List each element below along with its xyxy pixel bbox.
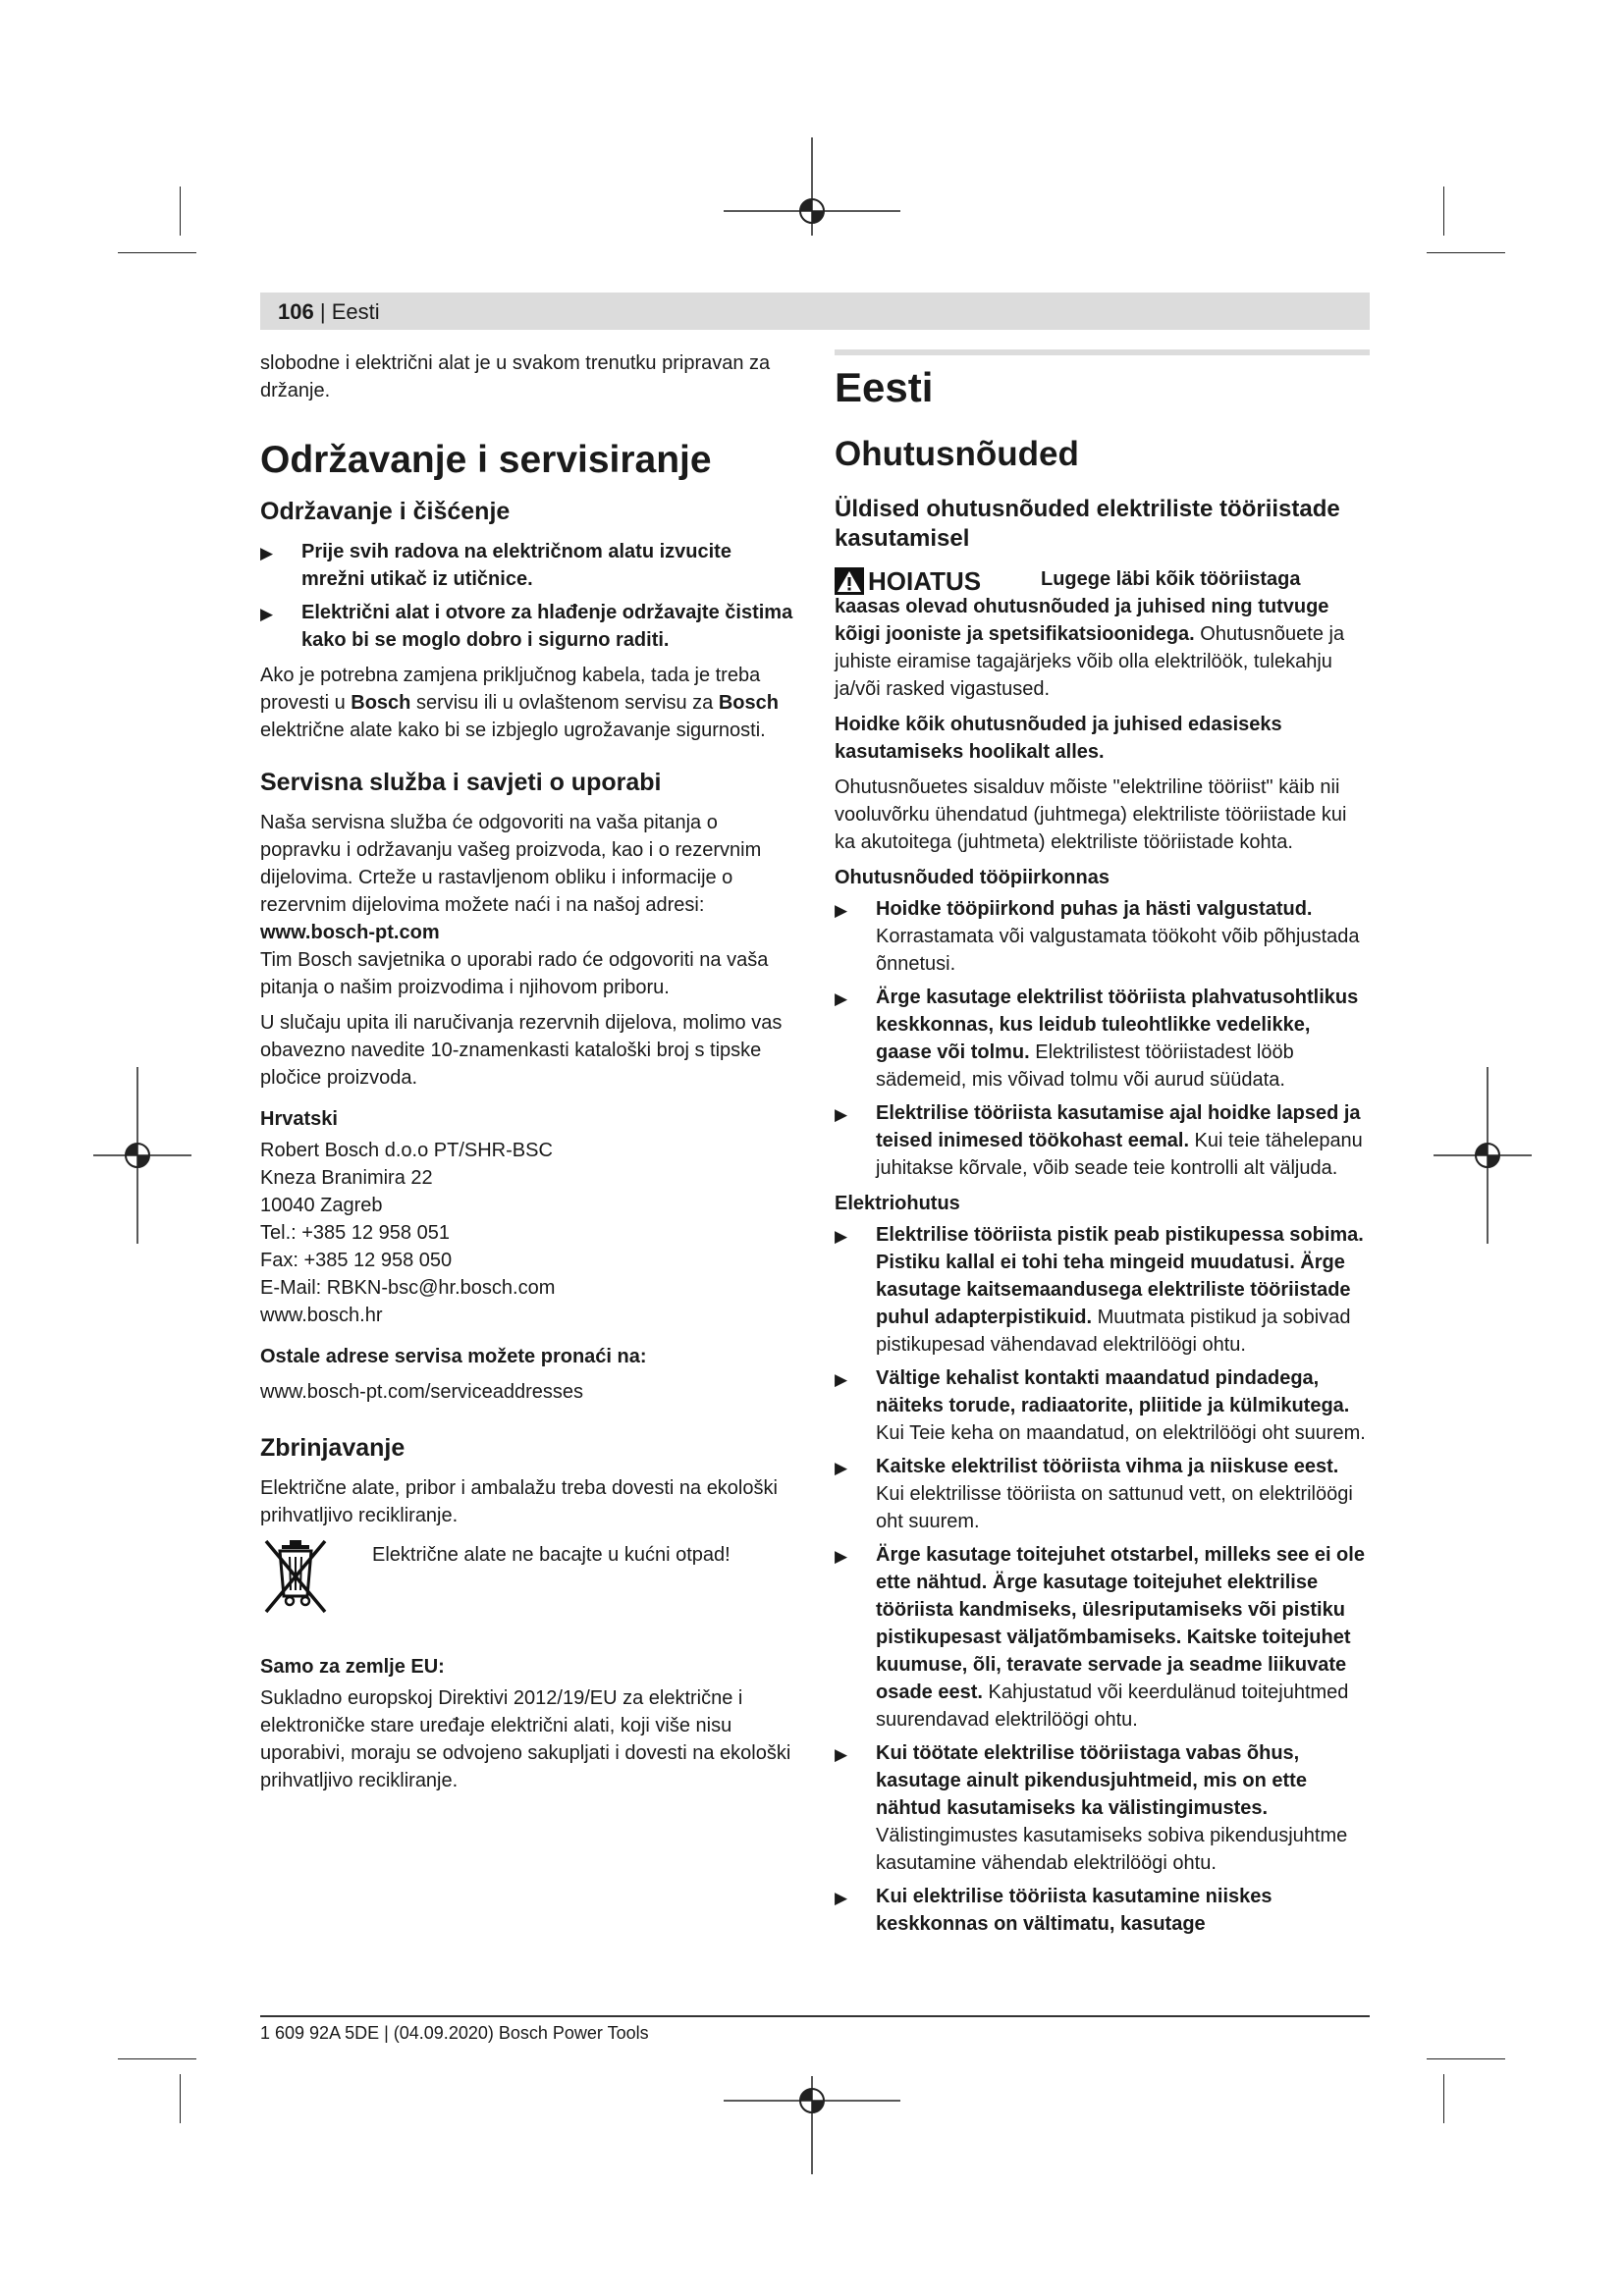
country-heading: Hrvatski [260,1108,338,1130]
heading-work-area: Ohutusnõuded tööpiirkonnas [835,867,1110,888]
bullet-triangle-icon: ▶ [835,901,848,920]
bullet-triangle-icon: ▶ [260,605,274,623]
bullet-triangle-icon: ▶ [835,1370,848,1389]
address-line: www.bosch.hr [260,1305,383,1326]
crop-mark [118,252,196,253]
crop-mark [1427,252,1505,253]
list-item: ▶ Elektrilise tööriista pistik peab pistikupessa sobima. Pistiku kallal ei tohi teha mingeid muudatusi. Ärge kasutage kaitsemaandusega elektriliste tööriistade puhul adapterpistikuid. Muutmata pistikud ja sobivad pistikupesad vähendavad elektrilöögi ohtu. [835,1224,1364,1356]
registration-mark-right [1434,1067,1532,1244]
eu-label: Samo za zemlje EU: [260,1656,445,1678]
maintenance-list [260,538,795,654]
definition-text: Ohutusnõuetes sisalduv mõiste "elektriline tööriist" käib nii vooluvõrku ühendatud (juhtmega) elektriliste tööriistade kui ka akutoitega (juhtmeta) elektriliste tööriistade kohta. [835,776,1347,853]
heading-safety: Ohutusnõuded [835,435,1079,473]
registration-mark-top [724,137,900,236]
bullet-triangle-icon: ▶ [835,1105,848,1124]
crop-mark [1443,2074,1444,2123]
keep-instructions-text: Hoidke kõik ohutusnõuded ja juhised edasiseks kasutamiseks hoolikalt alles. [835,714,1282,763]
heading-general-safety: Üldised ohutusnõuded elektriliste tööriistade kasutamisel [835,496,1340,552]
crop-mark [180,2074,181,2123]
service-address [260,1137,795,1329]
weee-text: Električne alate ne bacajte u kućni otpad! [372,1544,731,1566]
list-item: ▶ Kui töötate elektrilise tööriistaga vabas õhus, kasutage ainult pikendusjuhtmeid, mis on ette nähtud kasutamiseks ka välistingimustes. Välistingimustes kasutamiseks sobiva pikendusjuhtme kasutamine vähendab elektrilöögi ohtu. [835,1742,1348,1874]
other-addresses-label: Ostale adrese servisa možete pronaći na: [260,1346,647,1367]
heading-service: Servisna služba i savjeti o uporabi [260,769,662,796]
bullet-triangle-icon: ▶ [260,544,274,562]
work-area-list [835,895,1370,1182]
bullet-triangle-icon: ▶ [835,1889,848,1907]
disposal-text: Električne alate, pribor i ambalažu treba dovesti na ekološki prihvatljivo recikliranje. [260,1477,778,1526]
page-number: 106 [278,299,314,324]
list-item-text: Električni alat i otvore za hlađenje održavajte čistima kako bi se moglo dobro i sigurno raditi. [301,602,793,651]
list-item [260,599,795,654]
header-section: Eesti [331,299,380,324]
electrical-safety-list [835,1221,1370,1938]
heading-disposal: Zbrinjavanje [260,1434,406,1462]
bullet-triangle-icon: ▶ [835,1227,848,1246]
address-line: Kneza Branimira 22 [260,1167,433,1189]
list-item-text: Prije svih radova na električnom alatu izvucite mrežni utikač iz utičnice. [301,541,731,590]
warning-triangle-icon [835,567,864,595]
footer-text: 1 609 92A 5DE | (04.09.2020) Bosch Power Tools [260,2023,649,2043]
right-column [835,349,1370,1946]
list-item: ▶ Ärge kasutage elektrilist tööriista plahvatusohtlikus keskkonnas, kus leidub tuleohtlikke vedelikke, gaase või tolmu. Elektrilistest tööriistadest lööb sädemeid, mis võivad tolmu või aurud süüdata. [835,987,1359,1091]
warning-block [835,565,1370,703]
heading-maintenance-service: Održavanje i servisiranje [260,439,712,481]
address-line: Robert Bosch d.o.o PT/SHR-BSC [260,1140,553,1161]
list-item: ▶ Kui elektrilise tööriista kasutamine niiskes keskkonnas on vältimatu, kasutage [835,1886,1272,1935]
bullet-triangle-icon: ▶ [835,1547,848,1566]
page-number-label [278,299,380,325]
crop-mark [118,2058,196,2059]
bullet-triangle-icon: ▶ [835,1459,848,1477]
crossed-bin-icon [260,1535,331,1616]
list-item: ▶ Kaitske elektrilist tööriista vihma ja niiskuse eest. Kui elektrilisse tööriista on sattunud vett, on elektrilöögi oht suurem. [835,1456,1353,1532]
list-item: ▶ Hoidke tööpiirkond puhas ja hästi valgustatud. Korrastamata või valgustamata töökoht võib põhjustada õnnetusi. [835,898,1360,975]
weee-notice [260,1535,795,1616]
list-item: ▶ Elektrilise tööriista kasutamise ajal hoidke lapsed ja teised inimesed töökohast eemal. Kui teie tähelepanu juhitakse kõrvale, võib seade teie kontrolli alt väljuda. [835,1102,1363,1179]
service-text: Naša servisna služba će odgovoriti na vaša pitanja o popravku i održavanju vašeg proizvoda, kao i o rezervnim dijelovima. Crteže u rastavljenom obliku i informacije o rezervnim dijelovima možete naći i na našoj adresi: [260,812,762,916]
language-title: Eesti [835,364,934,410]
other-addresses-url: www.bosch-pt.com/serviceaddresses [260,1381,584,1403]
registration-mark-bottom [724,2076,900,2174]
spare-parts-text: U slučaju upita ili naručivanja rezervnih dijelova, molimo vas obavezno navedite 10-znamenkasti kataloški broj s tipske pločice proizvoda. [260,1012,783,1089]
crop-mark [1443,187,1444,236]
warning-label [835,567,981,595]
heading-electrical-safety: Elektriohutus [835,1193,960,1214]
eu-directive-text: Sukladno europskoj Direktivi 2012/19/EU za električne i elektroničke stare uređaje električni alati, koji više nisu uporabivi, moraju se odvojeno sakupljati i dovesti na ekološki prihvatljivo recikliranje. [260,1687,791,1791]
left-column [260,349,795,1802]
bullet-triangle-icon: ▶ [835,1745,848,1764]
address-line: Tel.: +385 12 958 051 [260,1222,450,1244]
service-url: www.bosch-pt.com [260,922,440,943]
crop-mark [1427,2058,1505,2059]
header-separator: | [319,299,326,324]
list-item [260,538,795,593]
page-header [260,293,1370,330]
service-advisor-text: Tim Bosch savjetnika o uporabi rado će odgovoriti na vaša pitanja o našim proizvodima i njihovom priboru. [260,949,769,998]
warning-label-text: HOIATUS [868,566,982,596]
crop-mark [180,187,181,236]
bullet-triangle-icon: ▶ [835,989,848,1008]
page-footer [260,2015,1370,2043]
warning-text: Lugege läbi kõik tööriistaga kaasas olevad ohutusnõuded ja juhised ning tutvuge kõigi jooniste ja spetsifikatsioonidega. Ohutusnõuete ja juhiste eiramise tagajärjeks võib olla elektrilöök, tulekahju ja/või rasked vigastused. [835,568,1345,700]
list-item: ▶ Vältige kehalist kontakti maandatud pindadega, näiteks torude, radiaatorite, pliitide ja külmikutega. Kui Teie keha on maandatud, on elektrilöögi oht suurem. [835,1367,1366,1444]
column-top-rule [835,349,1370,355]
address-line: E-Mail: RBKN-bsc@hr.bosch.com [260,1277,556,1299]
list-item: ▶ Ärge kasutage toitejuhet otstarbel, milleks see ei ole ette nähtud. Ärge kasutage toitejuhet elektrilise tööriista kandmiseks, ülesriputamiseks või pistiku pistikupesast väljatõmbamiseks. Kaitske toitejuhet kuumuse, õli, teravate servade ja seadme liikuvate osade eest. Kahjustatud või keerdulänud toitejuhtmed suurendavad elektrilöögi ohtu. [835,1544,1365,1731]
cable-replacement-text: Ako je potrebna zamjena priključnog kabela, tada je treba provesti u Bosch servisu ili u ovlaštenom servisu za Bosch električne alate kako bi se izbjeglo ugrožavanje sigurnosti. [260,665,779,741]
address-line: 10040 Zagreb [260,1195,383,1216]
heading-maintenance-cleaning: Održavanje i čišćenje [260,498,511,525]
address-line: Fax: +385 12 958 050 [260,1250,453,1271]
intro-text: slobodne i električni alat je u svakom trenutku pripravan za držanje. [260,352,771,401]
registration-mark-left [93,1067,191,1244]
